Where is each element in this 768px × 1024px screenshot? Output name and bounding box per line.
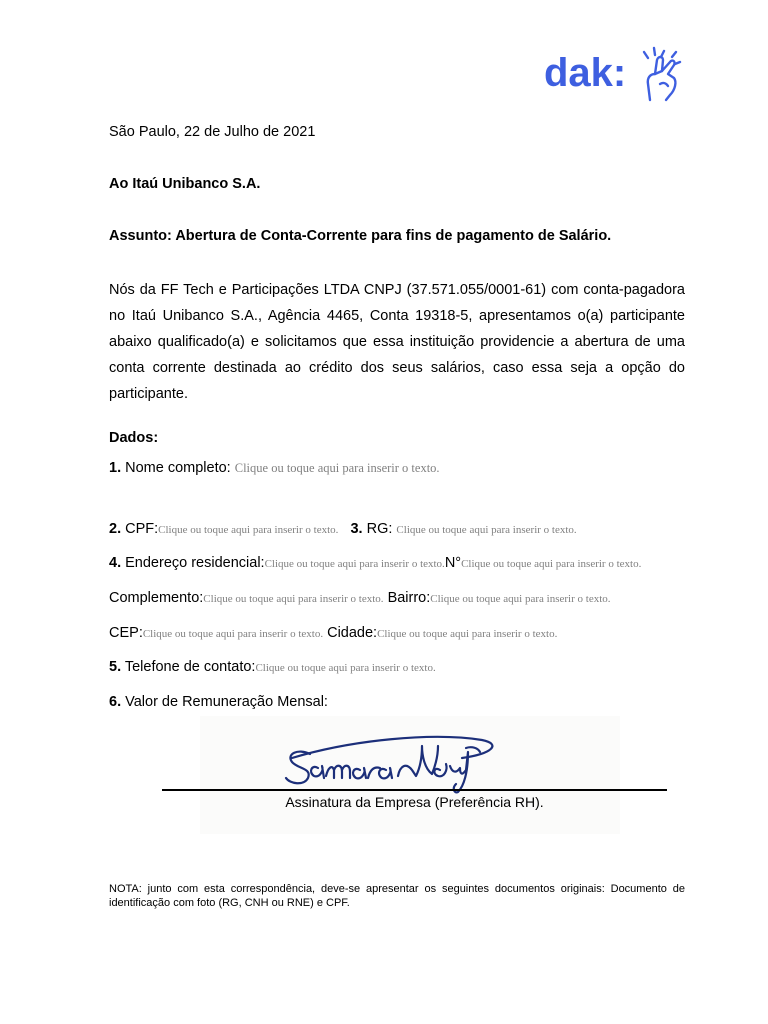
signature-caption: Assinatura da Empresa (Preferência RH). xyxy=(285,794,544,810)
field-remuneracao xyxy=(109,694,328,710)
field-label: Nome completo: xyxy=(121,460,235,476)
letter-date: São Paulo, 22 de Julho de 2021 xyxy=(109,124,316,140)
field-label: RG: xyxy=(362,521,397,537)
cidade-input[interactable]: Clique ou toque aqui para inserir o texto. xyxy=(377,628,558,640)
form-heading: Dados: xyxy=(109,430,159,446)
letter-subject: Assunto: Abertura de Conta-Corrente para fins de pagamento de Salário. xyxy=(109,228,612,244)
field-label: Cidade: xyxy=(327,625,378,641)
field-cep-cidade xyxy=(109,625,557,641)
field-nome-completo xyxy=(109,460,440,476)
field-cpf-rg xyxy=(109,521,577,537)
field-number: 4. xyxy=(109,555,122,571)
field-number: 1. xyxy=(109,460,122,476)
field-number: 3. xyxy=(350,521,363,537)
letter-body: Nós da FF Tech e Participações LTDA CNPJ (37.571.055/0001-61) com conta-pagadora no Itaú Unibanco S.A., Agência 4465, Conta 19318-5, apresentamos o(a) participante abaixo qualificado(a) e solicitamos que essa instituição providencie a abertura de uma conta corrente destinada ao crédito dos seus salários, caso essa seja a opção do participante. xyxy=(109,282,685,402)
letter-recipient: Ao Itaú Unibanco S.A. xyxy=(109,176,261,192)
field-label: Endereço residencial: xyxy=(121,555,265,571)
logo-wordmark: dak: xyxy=(544,51,627,95)
field-endereco xyxy=(109,555,641,571)
handwritten-signature xyxy=(282,724,527,798)
signature-line xyxy=(162,789,667,791)
field-complemento-bairro xyxy=(109,590,611,606)
rg-input[interactable]: Clique ou toque aqui para inserir o texto. xyxy=(396,524,577,536)
endereco-input[interactable]: Clique ou toque aqui para inserir o texto. xyxy=(264,558,445,570)
cpf-input[interactable]: Clique ou toque aqui para inserir o texto. xyxy=(158,524,339,536)
field-label: Complemento: xyxy=(109,590,204,606)
complemento-input[interactable]: Clique ou toque aqui para inserir o texto. xyxy=(203,593,384,605)
cep-input[interactable]: Clique ou toque aqui para inserir o texto. xyxy=(142,628,324,640)
telefone-input[interactable]: Clique ou toque aqui para inserir o texto. xyxy=(255,662,436,674)
footer-note: NOTA: junto com esta correspondência, deve-se apresentar os seguintes documentos originais: Documento de identificação com foto (RG, CNH ou RNE) e CPF. xyxy=(109,883,685,909)
field-number: 5. xyxy=(109,659,122,675)
field-label: CEP: xyxy=(109,625,143,641)
nome-input[interactable]: Clique ou toque aqui para inserir o texto. xyxy=(234,461,440,475)
field-label: Valor de Remuneração Mensal: xyxy=(121,694,328,710)
numero-input[interactable]: Clique ou toque aqui para inserir o texto. xyxy=(461,558,642,570)
field-number: 2. xyxy=(109,521,122,537)
field-label: N° xyxy=(444,555,462,571)
finger-snap-icon xyxy=(644,48,680,100)
field-number: 6. xyxy=(109,694,122,710)
dak-logo xyxy=(544,40,684,106)
bairro-input[interactable]: Clique ou toque aqui para inserir o texto. xyxy=(430,593,611,605)
field-label: CPF: xyxy=(121,521,159,537)
field-label: Telefone de contato: xyxy=(121,659,256,675)
field-telefone xyxy=(109,659,436,675)
field-label: Bairro: xyxy=(387,590,431,606)
